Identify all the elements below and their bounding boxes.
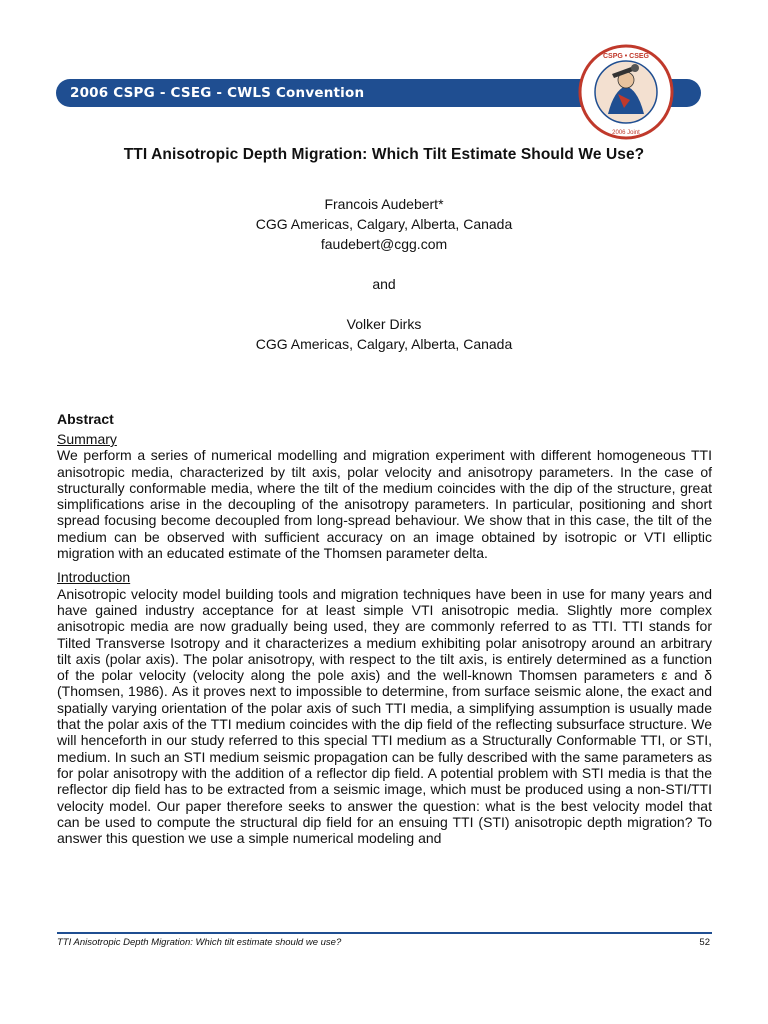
banner-title: 2006 CSPG - CSEG - CWLS Convention	[70, 85, 365, 101]
summary-heading: Summary	[57, 431, 117, 447]
summary-paragraph: We perform a series of numerical modelling and migration experiment with different homogeneous TTI anisotropic media, characterized by tilt axis, polar velocity and anisotropy parameters. In the case of structurally conformable media, where the tilt of the medium coincides with the dip of the structure, great simplifications arise in the decoupling of the anisotropy parameters. In particular, positioning and short spread focusing become decoupled from long-spread behaviour. We show that in this case, the tilt of the medium can be observed with sufficient accuracy on an image obtained by isotropic or VTI elliptic migration with an educated estimate of the Thomsen parameter delta.	[57, 447, 712, 562]
svg-text:CSPG • CSEG: CSPG • CSEG	[602, 53, 650, 60]
svg-text:2006 Joint: 2006 Joint	[612, 130, 640, 136]
footer-divider	[57, 932, 712, 934]
paper-title: TTI Anisotropic Depth Migration: Which Tilt Estimate Should We Use?	[123, 146, 645, 163]
introduction-heading: Introduction	[57, 569, 131, 586]
abstract-section	[57, 410, 712, 854]
convention-logo	[578, 44, 674, 140]
page-number: 52	[699, 937, 710, 948]
author2-affiliation: CGG Americas, Calgary, Alberta, Canada	[255, 336, 513, 352]
author2-name: Volker Dirks	[346, 316, 422, 332]
author1-name: Francois Audebert*	[324, 196, 444, 212]
author-block	[0, 194, 768, 354]
footer-running-title: TTI Anisotropic Depth Migration: Which tilt estimate should we use?	[57, 937, 342, 948]
author1-affiliation: CGG Americas, Calgary, Alberta, Canada	[255, 216, 513, 232]
author-conjunction: and	[372, 276, 396, 292]
abstract-heading: Abstract	[57, 411, 114, 427]
introduction-paragraph: Anisotropic velocity model building tools and migration techniques have been in use for many years and have gained industry acceptance for at least simple VTI anisotropic media. Slightly more complex anisotropic media are now gradually being used, they are commonly referred to as TTI. TTI stands for Tilted Transverse Isotropy and it characterizes a medium exhibiting polar anisotropy around an arbitrary tilt axis (polar axis). The polar anisotropy, with respect to the tilt axis, is entirely determined as a function of the polar velocity (velocity along the pole axis) and the well-known Thomsen parameters ε and δ (Thomsen, 1986). As it proves next to impossible to determine, from surface seismic alone, the exact and spatially varying orientation of the polar axis of such TTI media, a simplifying assumption is usually made that the polar axis of the TTI medium coincides with the dip field of the reflecting subsurface structure. We will henceforth in our study referred to this special TTI medium as a Structurally Conformable TTI, or STI, medium. In such an STI medium seismic propagation can be fully described with the same parameters as for polar anisotropy with the addition of a reflector dip field. A potential problem with STI media is that the reflector dip field has to be extracted from a seismic image, which must be produced using a non-STI/TTI velocity model. Our paper therefore seeks to answer the question: what is the best velocity model that can be used to compute the structural dip field for an ensuing TTI (STI) anisotropic depth migration? To answer this question we use a simple numerical modeling and	[57, 585, 712, 847]
author1-email: faudebert@cgg.com	[320, 236, 448, 252]
